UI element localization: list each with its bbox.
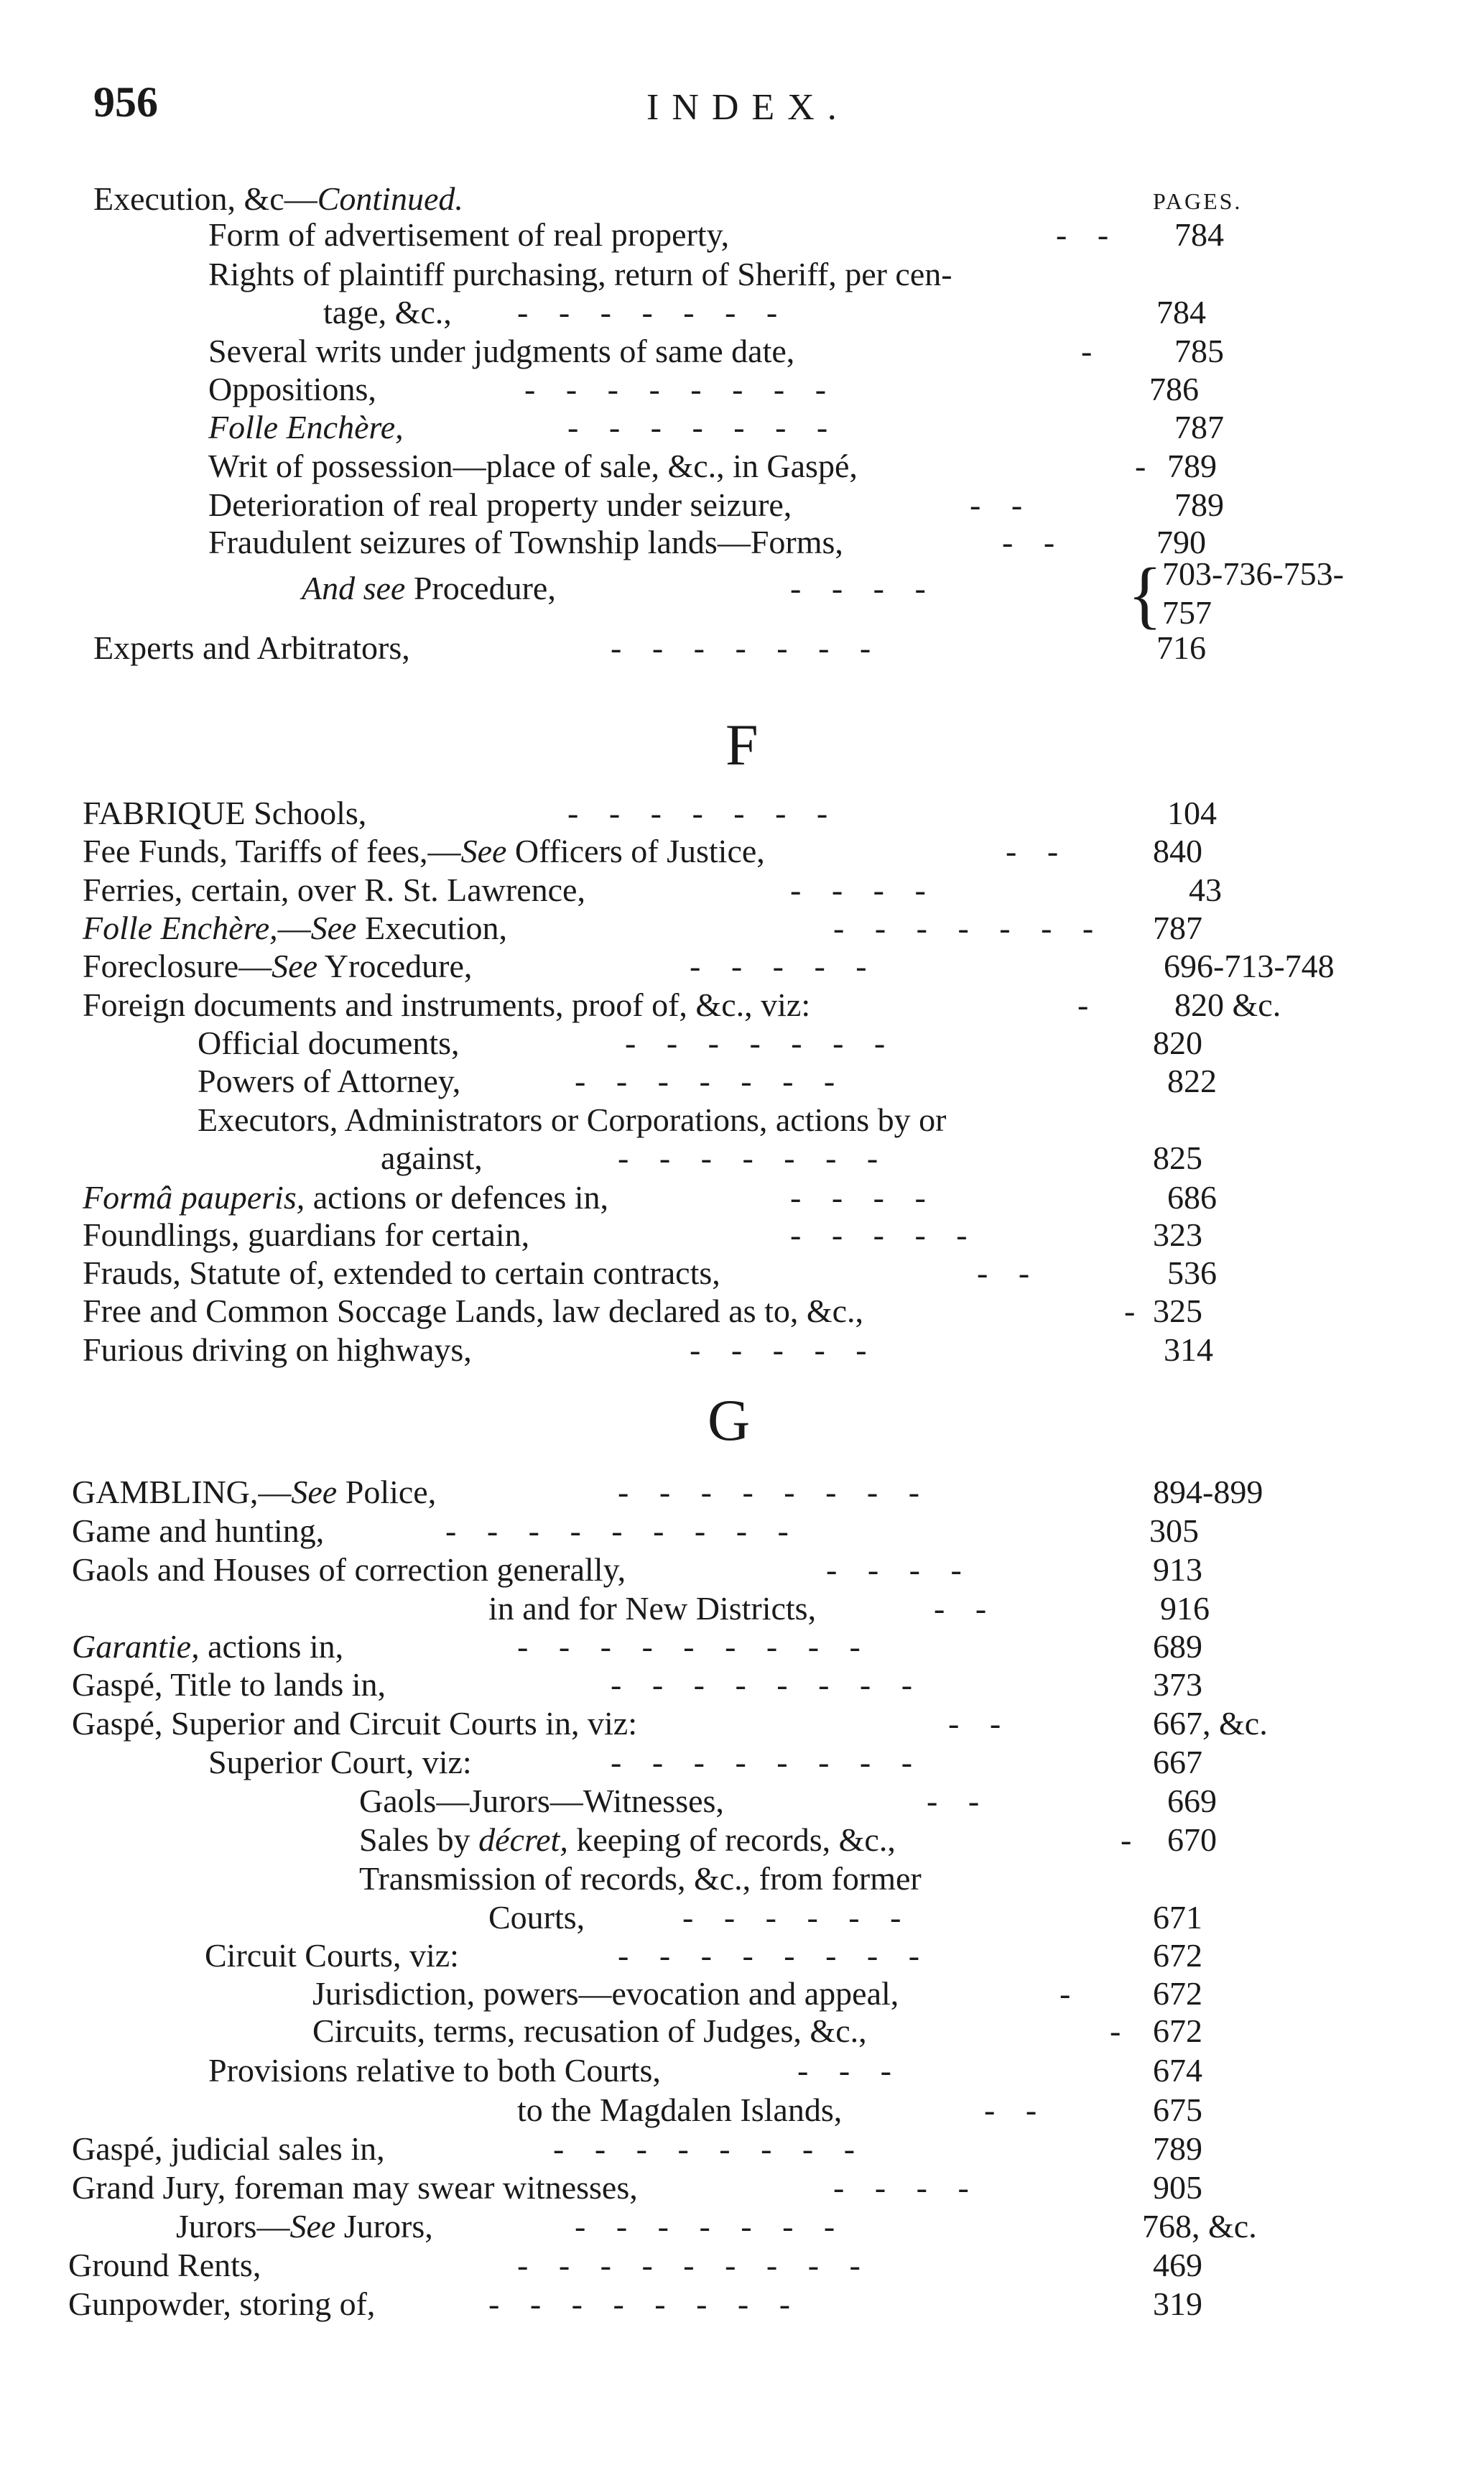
entry-text: [208, 408, 404, 447]
index-entry: [0, 1139, 1437, 1178]
page-reference: 785: [1174, 333, 1224, 369]
index-entry: [0, 1216, 1437, 1254]
entry-text-part: Superior Court, viz:: [208, 1744, 472, 1780]
page-reference: 784: [1174, 216, 1224, 253]
index-entry: [0, 569, 1437, 608]
entry-text-part: Procedure,: [405, 570, 556, 606]
entry-text-part: See: [289, 2208, 336, 2245]
entry-text: [68, 2246, 261, 2285]
entry-text: [83, 871, 585, 910]
index-entry: [0, 2051, 1437, 2090]
index-entry: [0, 1473, 1437, 1512]
dot-leader: - - - - - - -: [625, 1025, 887, 1061]
entry-text-part: Ground Rents,: [68, 2247, 261, 2283]
entry-text-part: Jurors,: [335, 2208, 433, 2245]
entry-text-part: Foundlings, guardians for certain,: [83, 1216, 530, 1253]
page-reference: 820 &c.: [1174, 986, 1281, 1023]
entry-text-part: Jurisdiction, powers—evocation and appeal,: [312, 1975, 899, 2012]
dot-leader: -: [1081, 333, 1094, 369]
index-entry: [0, 2285, 1437, 2324]
dot-leader: - -: [948, 1705, 1003, 1742]
entry-text-part: Fee Funds, Tariffs of fees,—: [83, 833, 461, 869]
index-entry: [0, 2168, 1437, 2207]
dot-leader: - - - - - - - -: [488, 2285, 792, 2322]
entry-text: [93, 629, 410, 667]
entry-text-part: actions or defences in,: [305, 1179, 609, 1216]
index-entry: [0, 486, 1437, 524]
entry-text: [208, 332, 794, 371]
page-reference: 314: [1164, 1331, 1213, 1368]
dot-leader: - - - - - - - - -: [517, 2247, 862, 2283]
entry-text-part: Frauds, Statute of, extended to certain contracts,: [83, 1254, 720, 1291]
brace-icon: {: [1128, 553, 1162, 637]
entry-text: [83, 1178, 608, 1217]
entry-text: [208, 216, 729, 254]
entry-text: [83, 1254, 720, 1293]
entry-text-part: Rights of plaintiff purchasing, return of Sheriff, per cen-: [208, 256, 952, 292]
page-reference: 825: [1153, 1140, 1202, 1176]
entry-text: [208, 255, 952, 294]
dot-leader: - - - -: [790, 872, 927, 908]
dot-leader: - -: [984, 2091, 1039, 2128]
index-entry: [0, 447, 1437, 486]
dot-leader: - - - - -: [790, 1216, 969, 1253]
entry-text-part: Grand Jury, foreman may swear witnesses,: [72, 2169, 638, 2206]
entry-text-part: keeping of records, &c.,: [567, 1821, 896, 1858]
page-reference: 768, &c.: [1142, 2208, 1257, 2245]
entry-text-part: Police,: [337, 1474, 437, 1510]
index-entry: [0, 1859, 1437, 1898]
entry-text-part: Transmission of records, &c., from former: [359, 1860, 922, 1897]
page-reference: 916: [1160, 1590, 1210, 1627]
entry-text: [208, 447, 858, 486]
index-entry: [0, 2246, 1437, 2285]
entry-text: [83, 794, 366, 833]
index-entry: [0, 1936, 1437, 1975]
entry-text-part: Execution,: [356, 910, 507, 946]
dot-leader: - - - - - - -: [575, 1063, 837, 1099]
entry-text: [208, 523, 843, 562]
entry-text-part: to the Magdalen Islands,: [517, 2091, 843, 2128]
entry-text: [488, 1589, 816, 1628]
entry-text-part: Execution, &c: [93, 180, 284, 217]
dot-leader: - - - -: [790, 1179, 927, 1216]
entry-text: [323, 293, 452, 332]
entry-text-part: And see: [302, 570, 406, 606]
page-reference: 894-899: [1153, 1474, 1263, 1510]
entry-text: [83, 1292, 863, 1331]
page-reference: 672: [1153, 1937, 1202, 1974]
index-entry: [0, 2012, 1437, 2051]
index-entry: [0, 1704, 1437, 1743]
entry-text: [72, 2130, 385, 2168]
dot-leader: - -: [934, 1590, 988, 1627]
page-reference: 840: [1153, 833, 1202, 869]
entry-text-part: Formâ pauperis,: [83, 1179, 305, 1216]
entry-text: [359, 1859, 922, 1898]
entry-text-part: tage, &c.,: [323, 294, 452, 330]
index-entry: [0, 523, 1437, 562]
entry-text-part: Gaspé, judicial sales in,: [72, 2130, 385, 2167]
entry-text: [83, 947, 472, 986]
page-reference: 689: [1153, 1628, 1202, 1665]
entry-text-part: Courts,: [488, 1899, 585, 1936]
dot-leader: -: [1110, 2012, 1123, 2049]
page-reference: 686: [1167, 1179, 1217, 1216]
page-reference: 323: [1153, 1216, 1202, 1253]
entry-text-part: Gaspé, Superior and Circuit Courts in, viz:: [72, 1705, 637, 1742]
entry-text-part: Oppositions,: [208, 371, 376, 407]
dot-leader: -: [1135, 448, 1148, 484]
page-reference: 789: [1174, 486, 1224, 523]
entry-text: [68, 2285, 375, 2324]
index-entry: [0, 255, 1437, 294]
page-reference: 787: [1153, 910, 1202, 946]
page-reference: 667: [1153, 1744, 1202, 1780]
entry-text-part: Several writs under judgments of same date,: [208, 333, 795, 369]
entry-text: [198, 1101, 947, 1140]
entry-text-part: Deterioration of real property under seizure,: [208, 486, 792, 523]
entry-text-part: See: [272, 948, 317, 984]
index-entry: [0, 909, 1437, 948]
page-reference: 675: [1153, 2091, 1202, 2128]
dot-leader: - - - - - - - - -: [445, 1512, 790, 1549]
index-entry: [0, 370, 1437, 409]
entry-text: [208, 2051, 661, 2090]
index-entry: [0, 832, 1437, 871]
page-reference: 672: [1153, 1975, 1202, 2012]
entry-text-part: Free and Common Soccage Lands, law declared as to, &c.,: [83, 1293, 864, 1329]
page-reference: 716: [1156, 629, 1206, 666]
entry-text-part: Sales by: [359, 1821, 479, 1858]
entry-text: [381, 1139, 483, 1178]
entry-text-part: See: [291, 1474, 338, 1510]
entry-text-part: against,: [381, 1140, 483, 1176]
entry-text: [198, 1062, 460, 1101]
index-entry: [0, 1627, 1437, 1666]
dot-leader: - - - - - - - -: [618, 1474, 922, 1510]
entry-text-part: décret,: [478, 1821, 568, 1858]
index-entry: [0, 1331, 1437, 1369]
entry-text: [359, 1782, 724, 1821]
index-entry: [0, 1743, 1437, 1782]
entry-text-part: Gaols—Jurors—Witnesses,: [359, 1783, 724, 1819]
page-reference: 674: [1153, 2052, 1202, 2089]
entry-text: [312, 1974, 899, 2013]
entry-text-part: Executors, Administrators or Corporations, actions by or: [198, 1101, 947, 1138]
page-reference: 672: [1153, 2012, 1202, 2049]
entry-text-part: Folle Enchère,: [83, 910, 278, 946]
page-reference: 373: [1153, 1666, 1202, 1703]
entry-text-part: Folle Enchère,: [208, 409, 404, 445]
page-reference: 905: [1153, 2169, 1202, 2206]
entry-text: [208, 486, 792, 524]
page-reference: 696-713-748: [1164, 948, 1335, 984]
entry-text-part: See: [460, 833, 507, 869]
dot-leader: - - - - - - -: [833, 910, 1095, 946]
index-entry: [0, 1550, 1437, 1589]
entry-text-part: Gunpowder, storing of,: [68, 2285, 376, 2322]
dot-leader: -: [1059, 1975, 1072, 2012]
dot-leader: -: [1124, 1293, 1137, 1329]
entry-text-part: Official documents,: [198, 1025, 460, 1061]
entry-text: [93, 180, 463, 218]
entry-text: [359, 1821, 896, 1859]
entry-text: [83, 1216, 529, 1254]
dot-leader: - - - - - -: [682, 1899, 903, 1936]
index-entry: [0, 1024, 1437, 1063]
dot-leader: - - - - - - - - -: [517, 1628, 862, 1665]
page-number: 956: [93, 78, 158, 126]
dot-leader: - - -: [797, 2052, 893, 2089]
entry-text: [72, 1627, 343, 1666]
dot-leader: - - - - - - -: [567, 409, 830, 445]
index-entry: [0, 1254, 1437, 1293]
index-entry: [0, 1782, 1437, 1821]
dot-leader: - - - - - - - -: [611, 1666, 914, 1703]
index-entry: [0, 794, 1437, 833]
entry-text-part: Officers of Justice,: [506, 833, 765, 869]
page-reference: 784: [1156, 294, 1206, 330]
page-reference: 536: [1167, 1254, 1217, 1291]
entry-text-part: FABRIQUE Schools,: [83, 795, 367, 831]
entry-text-part: Foreclosure—: [83, 948, 272, 984]
entry-text-part: Yrocedure,: [317, 948, 473, 984]
entry-text: [312, 2012, 867, 2051]
entry-text-part: Garantie,: [72, 1628, 200, 1665]
index-entry: [0, 1101, 1437, 1140]
entry-text-part: Circuit Courts, viz:: [205, 1937, 459, 1974]
page-reference: 43: [1189, 872, 1222, 908]
section-letter-f: F: [725, 712, 759, 777]
dot-leader: - - - - - - -: [517, 294, 779, 330]
entry-text-part: Game and hunting,: [72, 1512, 325, 1549]
entry-text: [72, 1550, 626, 1589]
dot-leader: - - - - - - -: [575, 2208, 837, 2245]
page-reference: 669: [1167, 1783, 1217, 1819]
entry-text: [83, 986, 810, 1025]
dot-leader: - - - - -: [690, 948, 868, 984]
entry-text-part: Continued.: [317, 180, 463, 217]
entry-text-part: in and for New Districts,: [488, 1590, 817, 1627]
index-entry: [0, 2130, 1437, 2168]
index-entry: [0, 1821, 1437, 1859]
page-reference: 325: [1153, 1293, 1202, 1329]
dot-leader: -: [1077, 986, 1090, 1023]
page-reference: 671: [1153, 1899, 1202, 1936]
entry-text: [488, 1898, 585, 1937]
index-entry: [0, 1974, 1437, 2013]
index-entry: [0, 293, 1437, 332]
page-reference: 786: [1149, 371, 1199, 407]
page-reference: 789: [1153, 2130, 1202, 2167]
entry-text: [83, 1331, 472, 1369]
entry-text: [208, 1743, 472, 1782]
dot-leader: - - - - - - -: [611, 629, 873, 666]
entry-text: [302, 569, 556, 608]
index-entry: [0, 629, 1437, 667]
page-reference: 319: [1153, 2285, 1202, 2322]
page-reference: 822: [1167, 1063, 1217, 1099]
index-entry: [0, 2091, 1437, 2130]
page-reference: 789: [1167, 448, 1217, 484]
dot-leader: - -: [977, 1254, 1031, 1291]
index-entry: [0, 1665, 1437, 1704]
entry-text: [72, 1665, 386, 1704]
entry-text: [72, 2168, 638, 2207]
entry-text-part: Powers of Attorney,: [198, 1063, 461, 1099]
dot-leader: - -: [1002, 524, 1057, 560]
index-entry: [0, 216, 1437, 254]
entry-text: [176, 2207, 433, 2246]
entry-text-part: See: [310, 910, 357, 946]
dot-leader: - - - - - - - -: [553, 2130, 857, 2167]
brace-pages-line-1: 703-736-753-: [1162, 555, 1344, 592]
section-letter-g: G: [708, 1387, 751, 1453]
dot-leader: -: [1121, 1821, 1133, 1858]
entry-text: [72, 1473, 436, 1512]
entry-text-part: Experts and Arbitrators,: [93, 629, 410, 666]
entry-text-part: Fraudulent seizures of Township lands—Forms,: [208, 524, 843, 560]
page-reference: 787: [1174, 409, 1224, 445]
dot-leader: - -: [1006, 833, 1060, 869]
index-entry: [0, 408, 1437, 447]
entry-text-part: Form of advertisement of real property,: [208, 216, 730, 253]
brace-pages-line-2: 757: [1162, 594, 1212, 631]
page-reference: 469: [1153, 2247, 1202, 2283]
entry-text: [205, 1936, 459, 1975]
index-entry: [0, 180, 1437, 218]
dot-leader: - - - -: [826, 1551, 963, 1588]
dot-leader: - - - - - - -: [618, 1140, 880, 1176]
entry-text: [208, 370, 376, 409]
entry-text: [72, 1704, 637, 1743]
entry-text-part: Provisions relative to both Courts,: [208, 2052, 661, 2089]
page-reference: 913: [1153, 1551, 1202, 1588]
page-reference: 790: [1156, 524, 1206, 560]
entry-text-part: Jurors—: [176, 2208, 290, 2245]
pages-column-label: PAGES.: [1153, 188, 1243, 214]
entry-text: [83, 832, 765, 871]
index-entry: [0, 1512, 1437, 1550]
dot-leader: - -: [970, 486, 1024, 523]
entry-text-part: Circuits, terms, recusation of Judges, &c.,: [312, 2012, 867, 2049]
page-reference: 670: [1167, 1821, 1217, 1858]
dot-leader: - - - - - - - -: [611, 1744, 914, 1780]
entry-text-part: actions in,: [199, 1628, 344, 1665]
entry-text: [83, 909, 507, 948]
index-entry: [0, 947, 1437, 986]
entry-text-part: Gaspé, Title to lands in,: [72, 1666, 386, 1703]
index-entry: [0, 1898, 1437, 1937]
entry-text-part: —: [284, 180, 317, 217]
page-reference: 305: [1149, 1512, 1199, 1549]
index-entry: [0, 2207, 1437, 2246]
entry-text-part: Ferries, certain, over R. St. Lawrence,: [83, 872, 585, 908]
index-entry: [0, 1178, 1437, 1217]
dot-leader: - - - - - - -: [567, 795, 830, 831]
index-entry: [0, 986, 1437, 1025]
dot-leader: - -: [927, 1783, 981, 1819]
index-entry: [0, 1062, 1437, 1101]
page-reference: 104: [1167, 795, 1217, 831]
dot-leader: - - - -: [790, 570, 927, 606]
page-reference: 820: [1153, 1025, 1202, 1061]
entry-text-part: Writ of possession—place of sale, &c., in Gaspé,: [208, 448, 858, 484]
index-entry: [0, 332, 1437, 371]
entry-text: [72, 1512, 324, 1550]
page-reference: 667, &c.: [1153, 1705, 1268, 1742]
index-entry: [0, 1292, 1437, 1331]
entry-text-part: —: [277, 910, 311, 946]
dot-leader: - - - -: [833, 2169, 970, 2206]
entry-text-part: Foreign documents and instruments, proof of, &c., viz:: [83, 986, 811, 1023]
dot-leader: - - - - - - - -: [524, 371, 828, 407]
running-head: INDEX.: [646, 87, 850, 128]
dot-leader: - - - - -: [690, 1331, 868, 1368]
index-entry: [0, 871, 1437, 910]
dot-leader: - -: [1056, 216, 1110, 253]
entry-text: [198, 1024, 460, 1063]
index-entry: [0, 1589, 1437, 1628]
entry-text-part: Gaols and Houses of correction generally,: [72, 1551, 626, 1588]
entry-text-part: GAMBLING,—: [72, 1474, 292, 1510]
entry-text-part: Furious driving on highways,: [83, 1331, 472, 1368]
dot-leader: - - - - - - - -: [618, 1937, 922, 1974]
entry-text: [517, 2091, 842, 2130]
